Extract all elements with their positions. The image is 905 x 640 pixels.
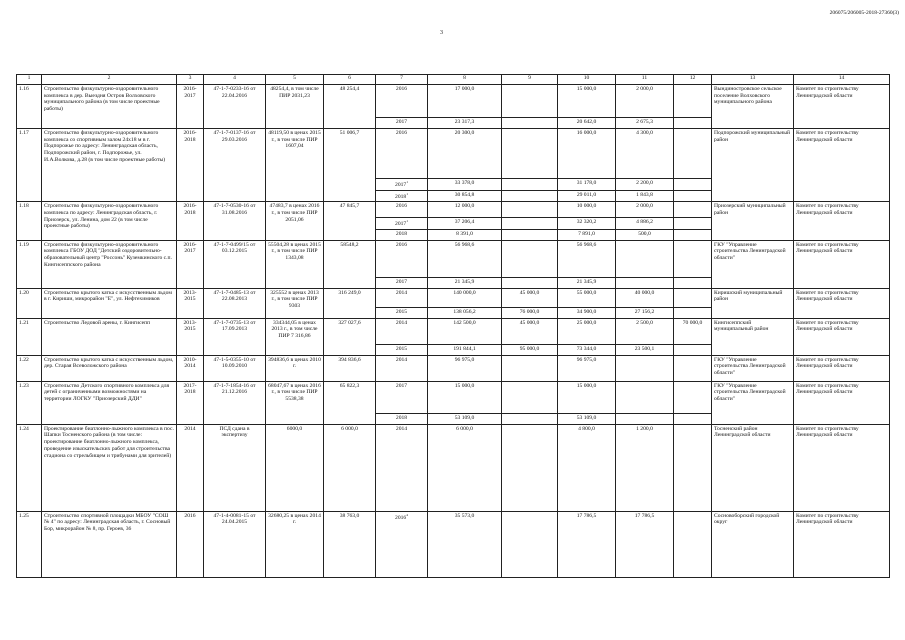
municipality: Приозерский муниципальный район: [712, 202, 794, 241]
funding-regional: 21 345,9: [558, 277, 616, 288]
funding-other: [674, 355, 712, 381]
funding-total: 138 056,2: [428, 307, 502, 318]
year-footnote: 1: [406, 180, 408, 184]
expertise-document: 47-1-5-0355-10 от 10.09.2010: [204, 355, 266, 381]
document-code: 206075/206005-2018-27360(3): [829, 10, 899, 16]
funding-local: [616, 355, 674, 381]
object-name: Строительство Детского спортивного комплекса для детей с ограниченными возможностями на территории ЛОГКУ "Приозерский ДДИ": [42, 381, 177, 424]
expertise-document: 47-1-7-0485-13 от 22.08.2013: [204, 288, 266, 318]
financing-year: 2014: [376, 318, 428, 344]
funding-other: [674, 85, 712, 118]
financing-year: 2017$^1$: [376, 179, 428, 191]
table-row: [17, 511, 890, 577]
estimated-cost: 6000,0: [266, 424, 324, 511]
funding-federal: 95 000,0: [502, 344, 558, 355]
financing-year: 2016: [376, 129, 428, 179]
table-row: [17, 85, 890, 118]
expertise-document: 47-1-7-1854-16 от 21.12.2016: [204, 381, 266, 424]
column-number-14: 14: [794, 75, 890, 85]
table-row: [17, 202, 890, 218]
funding-total: 8 391,0: [428, 229, 502, 240]
funding-local: 2 675,3: [616, 118, 674, 129]
funding-regional: 32 320,2: [558, 218, 616, 230]
funding-local: 1 843,8: [616, 190, 674, 202]
table-row: [17, 318, 890, 344]
funding-local: 2 200,0: [616, 179, 674, 191]
funding-local: 1 200,0: [616, 424, 674, 511]
estimated-cost: 334344,05 в ценах 2013 г., в том числе ПИР 7 316,86: [266, 318, 324, 355]
column-number-4: 4: [204, 75, 266, 85]
funding-federal: [502, 202, 558, 218]
funding-federal: [502, 240, 558, 277]
responsible-committee: Комитет по строительству Ленинградской области: [794, 240, 890, 288]
funding-federal: [502, 413, 558, 424]
estimated-cost: 55504,28 в ценах 2015 г., в том числе ПИР 1343,08: [266, 240, 324, 288]
funding-federal: 45 000,0: [502, 288, 558, 307]
funding-local: 27 156,2: [616, 307, 674, 318]
funding-other: [674, 129, 712, 179]
funding-other: [674, 179, 712, 191]
funding-federal: [502, 381, 558, 413]
total-cost: 394 836,6: [324, 355, 376, 381]
financing-year: 2016: [376, 202, 428, 218]
total-cost: 58548,2: [324, 240, 376, 288]
funding-regional: 73 344,0: [558, 344, 616, 355]
table-row: [17, 355, 890, 381]
funding-regional: 56 968,6: [558, 240, 616, 277]
expertise-document: ПСД сдана в экспертизу: [204, 424, 266, 511]
financing-year: 2017: [376, 381, 428, 413]
responsible-committee: Комитет по строительству Ленинградской области: [794, 318, 890, 355]
financing-year: 2014: [376, 288, 428, 307]
funding-other: [674, 381, 712, 413]
funding-regional: 29 011,0: [558, 190, 616, 202]
funding-local: [616, 240, 674, 277]
municipality: ГКУ "Управление строительства Ленинградской области": [712, 355, 794, 381]
funding-regional: 31 178,0: [558, 179, 616, 191]
funding-other: [674, 277, 712, 288]
total-cost: 48 254,4: [324, 85, 376, 129]
funding-federal: 76 000,0: [502, 307, 558, 318]
column-number-13: 13: [712, 75, 794, 85]
year-footnote: 4: [406, 512, 408, 517]
total-cost: 47 845,7: [324, 202, 376, 241]
total-cost: 38 763,0: [324, 511, 376, 577]
financing-year: 2017: [376, 277, 428, 288]
year-footnote: 1: [406, 219, 408, 224]
object-name: Строительство крытого катка с искусственным льдом, дер. Старая Всеволожского района: [42, 355, 177, 381]
object-name: Строительство спортивной площадки МБОУ "СОШ № 4" по адресу: Ленинградская область, г. Сосновый Бор, микрорайон № 8, пр. Героев, 36: [42, 511, 177, 577]
table-row: [17, 288, 890, 307]
estimated-cost: 325552 в ценах 2013 г., в том числе ПИР 9303: [266, 288, 324, 318]
row-number: 1.23: [17, 381, 42, 424]
estimated-cost: 47483,7 в ценах 2016 г., в том числе ПИР 2051,06: [266, 202, 324, 241]
row-number: 1.18: [17, 202, 42, 241]
estimated-cost: 48254,4, в том числе ПИР 2031,23: [266, 85, 324, 129]
funding-federal: [502, 511, 558, 577]
funding-regional: 96 975,0: [558, 355, 616, 381]
construction-period: 2017-2018: [177, 381, 204, 424]
responsible-committee: Комитет по строительству Ленинградской области: [794, 424, 890, 511]
funding-federal: [502, 190, 558, 202]
funding-regional: 15 000,0: [558, 85, 616, 118]
row-number: 1.22: [17, 355, 42, 381]
funding-regional: 16 000,0: [558, 129, 616, 179]
funding-local: 2 000,0: [616, 202, 674, 218]
financing-year: 2016: [376, 85, 428, 118]
table-row: [17, 240, 890, 277]
funding-regional: 15 000,0: [558, 381, 616, 413]
object-name: Строительство физкультурно-оздоровительного комплекса со спортивным залом 24х18 м в г. Подпорожье по адресу: Ленинградская область, Подпорожский район, г. Подпорожье, ул. И.А.Волкова, д.28 (в том числе проектные работы): [42, 129, 177, 202]
funding-total: 20 300,0: [428, 129, 502, 179]
object-name: Проектирование биатлонно-лыжного комплекса в пос. Шапки Тосненского района (в том числе: проектирование биатлонно-лыжного комплекса, проведение изыскательских работ для строительства стадиона со стрельбищем и трибунами для зрителей): [42, 424, 177, 511]
expertise-document: 47-1-7-0233-16 от 22.04.2016: [204, 85, 266, 129]
responsible-committee: Комитет по строительству Ленинградской области: [794, 85, 890, 129]
funding-total: 142 500,0: [428, 318, 502, 344]
construction-period: 2016-2017: [177, 85, 204, 129]
funding-total: 6 000,0: [428, 424, 502, 511]
construction-period: 2013-2015: [177, 318, 204, 355]
funding-other: [674, 240, 712, 277]
funding-other: [674, 190, 712, 202]
funding-total: 140 000,0: [428, 288, 502, 307]
municipality: Подпорожский муниципальный район: [712, 129, 794, 202]
investment-program-table: [16, 74, 890, 578]
financing-year: 2017: [376, 118, 428, 129]
funding-local: 2 500,0: [616, 318, 674, 344]
responsible-committee: Комитет по строительству Ленинградской области: [794, 381, 890, 424]
funding-total: 17 000,0: [428, 85, 502, 118]
municipality: Тосненский район Ленинградской области: [712, 424, 794, 511]
expertise-document: 47-1-7-0137-16 от 29.03.2016: [204, 129, 266, 202]
funding-other: [674, 307, 712, 318]
object-name: Строительство физкультурно-оздоровительного комплекса по адресу: Ленинградская область, г. Приозерск, ул. Ленина, дом 22 (в том числе проектные работы): [42, 202, 177, 241]
column-number-3: 3: [177, 75, 204, 85]
table-row: [17, 381, 890, 413]
funding-total: 191 844,1: [428, 344, 502, 355]
year-footnote: 1: [406, 191, 408, 196]
funding-total: 21 345,9: [428, 277, 502, 288]
table-row: [17, 424, 890, 511]
municipality: Сосновоборский городской округ: [712, 511, 794, 577]
construction-period: 2013-2015: [177, 288, 204, 318]
estimated-cost: 394836,6 в ценах 2010 г.: [266, 355, 324, 381]
municipality: ГКУ "Управление строительства Ленинградской области": [712, 240, 794, 288]
expertise-document: 47-1-4-0081-15 от 24.04.2015: [204, 511, 266, 577]
total-cost: 6 000,0: [324, 424, 376, 511]
funding-local: 4 300,0: [616, 129, 674, 179]
column-number-9: 9: [502, 75, 558, 85]
funding-total: 35 573,0: [428, 511, 502, 577]
row-number: 1.25: [17, 511, 42, 577]
funding-other: [674, 218, 712, 230]
funding-federal: [502, 85, 558, 118]
construction-period: 2016-2018: [177, 202, 204, 241]
funding-local: [616, 413, 674, 424]
funding-regional: 17 786,5: [558, 511, 616, 577]
row-number: 1.24: [17, 424, 42, 511]
funding-other: [674, 344, 712, 355]
column-number-12: 12: [674, 75, 712, 85]
funding-total: 33 378,0: [428, 179, 502, 191]
column-number-7: 7: [376, 75, 428, 85]
funding-federal: [502, 277, 558, 288]
funding-other: [674, 229, 712, 240]
row-number: 1.19: [17, 240, 42, 288]
page-number: 3: [440, 30, 443, 36]
financing-year: 2014: [376, 355, 428, 381]
funding-local: [616, 277, 674, 288]
funding-local: 4 886,2: [616, 218, 674, 230]
financing-year: 2015: [376, 344, 428, 355]
column-number-10: 10: [558, 75, 616, 85]
funding-other: [674, 511, 712, 577]
estimated-cost: 68047,67 в ценах 2016 г., в том числе ПИР 5538,38: [266, 381, 324, 424]
construction-period: 2016: [177, 511, 204, 577]
funding-regional: 7 891,0: [558, 229, 616, 240]
column-number-1: 1: [17, 75, 42, 85]
financing-year: 2017$^1$: [376, 218, 428, 230]
funding-federal: [502, 118, 558, 129]
construction-period: 2010-2014: [177, 355, 204, 381]
funding-other: [674, 118, 712, 129]
expertise-document: 47-1-7-0530-16 от 31.08.2016: [204, 202, 266, 241]
municipality: Киришский муниципальный район: [712, 288, 794, 318]
object-name: Строительство физкультурно-оздоровительного комплекса ГБОУ ДОД "Детский оздоровительно-образовательный центр "Россонь" Куземкинского с.п. Кингисеппского района: [42, 240, 177, 288]
funding-regional: 10 000,0: [558, 202, 616, 218]
funding-regional: 53 109,0: [558, 413, 616, 424]
row-number: 1.21: [17, 318, 42, 355]
financing-year: 2018: [376, 229, 428, 240]
object-name: Строительство физкультурно-оздоровительного комплекса в дер. Выездня Остров Волховского муниципального района (в том числе проектные работы): [42, 85, 177, 129]
responsible-committee: Комитет по строительству Ленинградской области: [794, 202, 890, 241]
funding-federal: [502, 229, 558, 240]
funding-federal: [502, 424, 558, 511]
object-name: Строительство крытого катка с искусственным льдом в г. Кириши, микрорайон "Е", ул. Нефтехимиков: [42, 288, 177, 318]
funding-regional: 20 642,0: [558, 118, 616, 129]
construction-period: 2014: [177, 424, 204, 511]
row-number: 1.16: [17, 85, 42, 129]
financing-year: 2018$^1$: [376, 190, 428, 202]
column-number-2: 2: [42, 75, 177, 85]
total-cost: 65 822,3: [324, 381, 376, 424]
funding-other: [674, 424, 712, 511]
funding-local: 2 000,0: [616, 85, 674, 118]
funding-total: 56 968,6: [428, 240, 502, 277]
municipality: Кингисеппский муниципальный район: [712, 318, 794, 355]
municipality: ГКУ "Управление строительства Ленинградской области": [712, 381, 794, 424]
funding-total: 30 854,8: [428, 190, 502, 202]
column-number-6: 6: [324, 75, 376, 85]
responsible-committee: Комитет по строительству Ленинградской области: [794, 288, 890, 318]
responsible-committee: Комитет по строительству Ленинградской области: [794, 129, 890, 202]
funding-regional: 55 000,0: [558, 288, 616, 307]
funding-local: 500,0: [616, 229, 674, 240]
column-number-5: 5: [266, 75, 324, 85]
responsible-committee: Комитет по строительству Ленинградской области: [794, 511, 890, 577]
funding-local: 23 500,1: [616, 344, 674, 355]
funding-regional: 34 900,0: [558, 307, 616, 318]
financing-year: 2016: [376, 240, 428, 277]
funding-regional: 4 800,0: [558, 424, 616, 511]
funding-other: [674, 288, 712, 307]
column-number-11: 11: [616, 75, 674, 85]
construction-period: 2016-2018: [177, 129, 204, 202]
funding-other: [674, 202, 712, 218]
construction-period: 2016-2017: [177, 240, 204, 288]
funding-total: 96 975,0: [428, 355, 502, 381]
municipality: Вындиностровское сельское поселение Волховского муниципального района: [712, 85, 794, 129]
funding-federal: 45 000,0: [502, 318, 558, 344]
funding-total: 23 317,3: [428, 118, 502, 129]
funding-other: [674, 413, 712, 424]
financing-year: 2018: [376, 413, 428, 424]
expertise-document: 47-1-7-0735-13 от 17.09.2013: [204, 318, 266, 355]
funding-federal: [502, 129, 558, 179]
table-row: [17, 129, 890, 179]
total-cost: 316 249,0: [324, 288, 376, 318]
responsible-committee: Комитет по строительству Ленинградской области: [794, 355, 890, 381]
funding-total: 37 206,4: [428, 218, 502, 230]
estimated-cost: 48119,50 в ценах 2015 г., в том числе ПИР 1607,04: [266, 129, 324, 202]
expertise-document: 47-1-7-0499/15 от 03.12.2015: [204, 240, 266, 288]
funding-total: 12 000,0: [428, 202, 502, 218]
funding-other: 70 000,0: [674, 318, 712, 344]
funding-federal: [502, 355, 558, 381]
funding-total: 15 000,0: [428, 381, 502, 413]
funding-total: 53 109,0: [428, 413, 502, 424]
column-number-row: [17, 75, 890, 85]
row-number: 1.20: [17, 288, 42, 318]
financing-year: 2016$^4$: [376, 511, 428, 577]
object-name: Строительство Ледовой арены, г. Кингисепп: [42, 318, 177, 355]
financing-year: 2014: [376, 424, 428, 511]
financing-year: 2015: [376, 307, 428, 318]
funding-local: 17 786,5: [616, 511, 674, 577]
funding-federal: [502, 179, 558, 191]
total-cost: 327 027,6: [324, 318, 376, 355]
column-number-8: 8: [428, 75, 502, 85]
total-cost: 51 006,7: [324, 129, 376, 202]
funding-local: 40 000,0: [616, 288, 674, 307]
funding-federal: [502, 218, 558, 230]
funding-local: [616, 381, 674, 413]
row-number: 1.17: [17, 129, 42, 202]
funding-regional: 25 000,0: [558, 318, 616, 344]
estimated-cost: 32680,25 в ценах 2014 г.: [266, 511, 324, 577]
